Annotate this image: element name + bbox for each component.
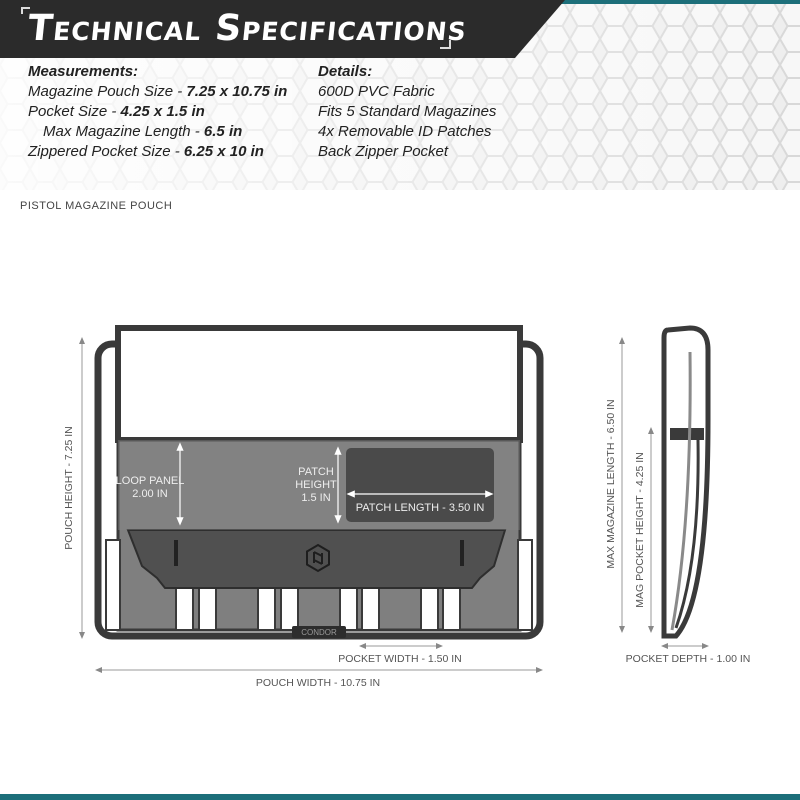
- front-view: [98, 328, 540, 638]
- detail-item: 4x Removable ID Patches: [318, 123, 492, 140]
- detail-item: Back Zipper Pocket: [318, 143, 449, 160]
- diagram-caption: PISTOL MAGAZINE POUCH: [20, 200, 173, 212]
- measurement-value: 6.5 in: [203, 123, 243, 140]
- side-view: [664, 328, 708, 636]
- pouch-width-label: POUCH WIDTH - 10.75 IN: [255, 677, 381, 689]
- measurement-label: Pocket Size -: [28, 103, 121, 120]
- pocket-width-label: POCKET WIDTH - 1.50 IN: [338, 653, 462, 665]
- measurement-label: Zippered Pocket Size -: [28, 143, 184, 160]
- pocket-depth-label: POCKET DEPTH - 1.00 IN: [625, 653, 751, 665]
- mag-pocket-height-label: MAG POCKET HEIGHT - 4.25 IN: [634, 452, 646, 608]
- pouch-height-label: POUCH HEIGHT - 7.25 IN: [63, 426, 75, 550]
- zipper-tag-label: CONDOR: [301, 628, 337, 637]
- patch-height-label-1: PATCH: [298, 466, 334, 478]
- measurement-value: 7.25 x 10.75 in: [186, 83, 288, 100]
- patch-height-label-2: HEIGHT: [295, 479, 337, 491]
- accent-strip-bottom: [0, 794, 800, 800]
- measurement-value: 4.25 x 1.5 in: [120, 103, 205, 120]
- detail-item: Fits 5 Standard Magazines: [318, 103, 497, 120]
- patch-height-value: 1.5 IN: [301, 492, 331, 504]
- measurement-label: Magazine Pouch Size -: [28, 83, 187, 100]
- page-title: Technical Specifications: [25, 8, 470, 49]
- measurements-heading: Measurements:: [28, 63, 139, 80]
- loop-panel-value: 2.00 IN: [132, 488, 168, 500]
- loop-panel-label: LOOP PANEL: [115, 475, 185, 487]
- measurement-label: Max Magazine Length -: [43, 123, 204, 140]
- measurement-value: 6.25 x 10 in: [183, 143, 264, 160]
- details-heading: Details:: [318, 63, 373, 80]
- max-magazine-length-label: MAX MAGAZINE LENGTH - 6.50 IN: [605, 399, 617, 569]
- patch-length-label: PATCH LENGTH - 3.50 IN: [355, 502, 485, 514]
- detail-item: 600D PVC Fabric: [318, 83, 435, 100]
